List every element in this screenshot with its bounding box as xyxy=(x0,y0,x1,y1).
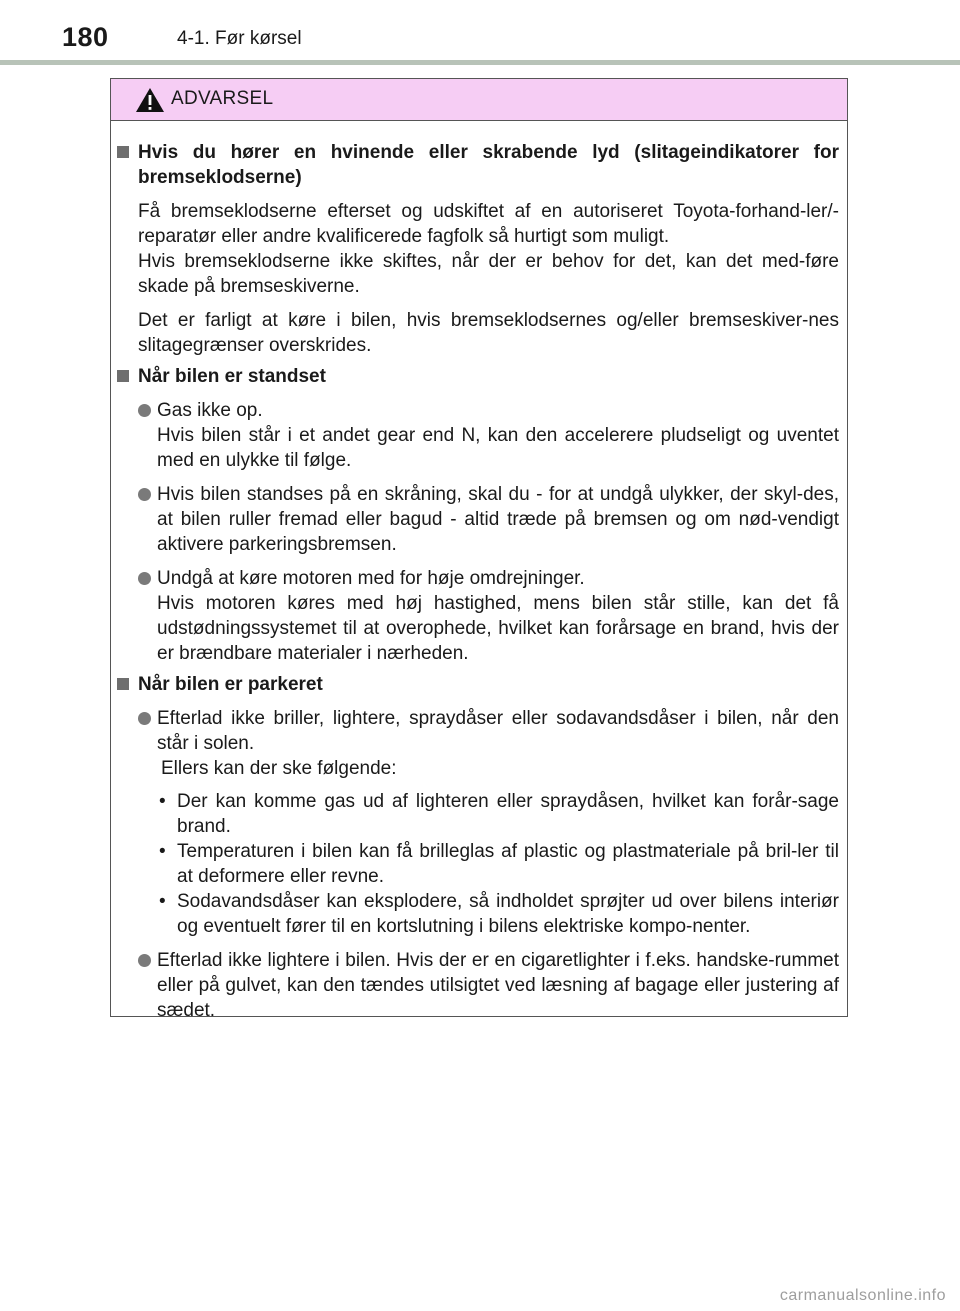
section-stopped xyxy=(117,364,839,666)
page-number: 180 xyxy=(62,22,109,52)
list-item xyxy=(138,482,839,557)
section-title: 4-1. Før kørsel xyxy=(177,28,302,49)
warning-triangle-icon xyxy=(135,87,165,113)
round-bullet-icon xyxy=(138,712,151,725)
round-bullet-icon xyxy=(138,488,151,501)
sub-item-text: Temperaturen i bilen kan få brilleglas af plastic og plastmateriale på bril-ler til at deformere eller revne. xyxy=(177,841,839,887)
paragraph: Det er farligt at køre i bilen, hvis bremseklodsernes og/eller bremseskiver-nes slitagegrænser overskrides. xyxy=(138,310,839,356)
warning-header xyxy=(111,79,847,121)
round-bullet-icon xyxy=(138,404,151,417)
item-text: Undgå at køre motoren med for høje omdrejninger. xyxy=(157,568,585,589)
item-text: Efterlad ikke briller, lightere, spraydåser eller sodavandsdåser i bilen, når den står i solen. xyxy=(157,708,839,754)
square-bullet-icon xyxy=(117,146,129,158)
item-text: Efterlad ikke lightere i bilen. Hvis der er en cigaretlighter i f.eks. handske-rummet eller på gulvet, kan den tændes utilsigtet ved læsning af bagage eller justering af sædet. xyxy=(157,950,839,1021)
section-brake-pads xyxy=(117,140,839,358)
item-text: Ellers kan der ske følgende: xyxy=(161,758,397,779)
section-heading-text: Når bilen er parkeret xyxy=(138,674,323,695)
item-text: Hvis bilen standses på en skråning, skal du - for at undgå ulykker, der skyl-des, at bilen ruller fremad eller bagud - altid træde på bremsen og om nød-vendigt aktivere parkeringsbremsen. xyxy=(157,484,839,555)
page-header xyxy=(0,0,960,66)
paragraph: Få bremseklodserne efterset og udskiftet af en autoriseret Toyota-forhand-ler/-reparatør eller andre kvalificerede fagfolk så hurtigt som muligt. xyxy=(138,201,839,247)
square-bullet-icon xyxy=(117,370,129,382)
sub-list xyxy=(157,789,839,939)
sub-list-item xyxy=(157,789,839,839)
item-text: Gas ikke op. xyxy=(157,400,263,421)
round-bullet-icon xyxy=(138,954,151,967)
list-item xyxy=(138,706,839,939)
warning-title: ADVARSEL xyxy=(171,88,274,109)
section-heading xyxy=(117,140,839,190)
small-bullet-icon: • xyxy=(159,891,166,912)
section-heading-text: Hvis du hører en hvinende eller skrabende lyd (slitageindikatorer for bremseklodserne) xyxy=(138,142,839,188)
list-item xyxy=(138,398,839,473)
section-heading xyxy=(117,364,839,389)
list-item xyxy=(138,566,839,666)
section-heading xyxy=(117,672,839,697)
paragraph: Hvis bremseklodserne ikke skiftes, når der er behov for det, kan det med-føre skade på bremseskiverne. xyxy=(138,251,839,297)
sub-item-text: Sodavandsdåser kan eksplodere, så indholdet sprøjter ud over bilens interiør og eventuelt fører til en kortslutning i bilens elektriske kompo-nenter. xyxy=(177,891,839,937)
small-bullet-icon: • xyxy=(159,791,166,812)
round-bullet-icon xyxy=(138,572,151,585)
watermark: carmanualsonline.info xyxy=(779,1287,946,1304)
warning-body xyxy=(111,121,847,1023)
list-item xyxy=(138,948,839,1023)
header-rule xyxy=(0,60,960,65)
square-bullet-icon xyxy=(117,678,129,690)
section-heading-text: Når bilen er standset xyxy=(138,366,326,387)
item-text: Hvis bilen står i et andet gear end N, kan den accelerere pludseligt og uventet med en ulykke til følge. xyxy=(157,425,839,471)
section-parked xyxy=(117,672,839,1023)
warning-box xyxy=(110,78,848,1021)
small-bullet-icon: • xyxy=(159,841,166,862)
sub-list-item xyxy=(157,839,839,889)
sub-item-text: Der kan komme gas ud af lighteren eller spraydåsen, hvilket kan forår-sage brand. xyxy=(177,791,839,837)
sub-list-item xyxy=(157,889,839,939)
item-text: Hvis motoren køres med høj hastighed, mens bilen står stille, kan det få udstødningssystemet til at overophede, hvilket kan forårsage en brand, hvis der er brændbare materialer i nærheden. xyxy=(157,593,839,664)
